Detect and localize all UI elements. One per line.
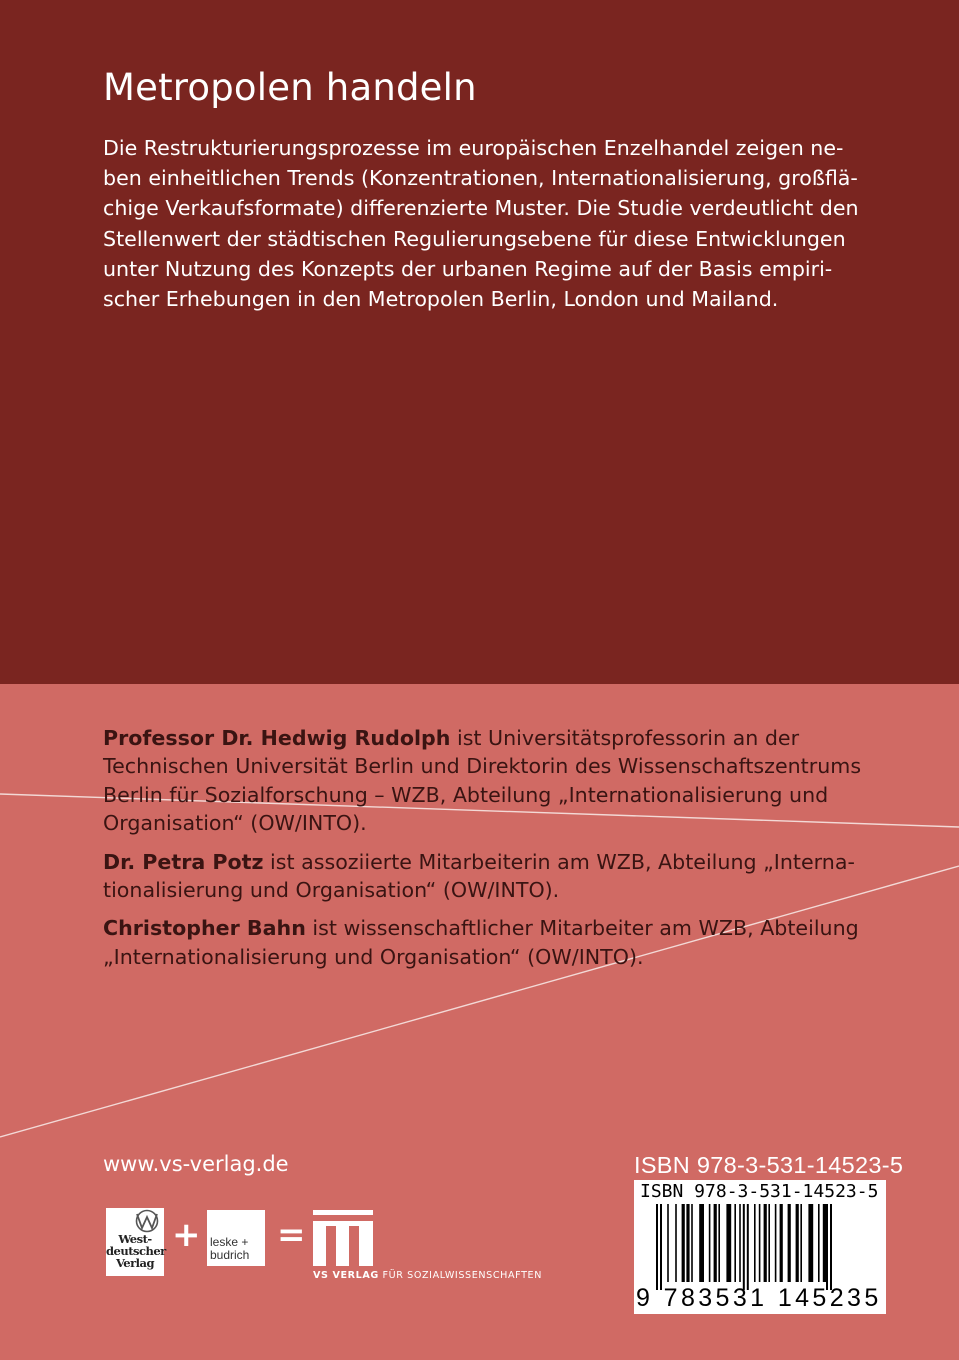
book-blurb [103, 133, 863, 314]
leske-logo-line: leske + [210, 1235, 249, 1249]
leske-budrich-logo [207, 1210, 265, 1266]
barcode-bar [800, 1204, 802, 1282]
isbn-barcode [634, 1180, 886, 1314]
publisher-website: www.vs-verlag.de [103, 1152, 289, 1176]
barcode-bar [823, 1204, 826, 1282]
barcode-bar [667, 1204, 669, 1282]
blurb-line: ben einheitlichen Trends (Konzentrationen, Internationalisierung, großflä- [103, 166, 858, 191]
barcode-bar [764, 1204, 767, 1282]
equals-sign: = [277, 1215, 306, 1255]
leske-budrich-logo-text [210, 1236, 249, 1262]
barcode-bar [714, 1204, 717, 1282]
barcode-bar [739, 1204, 741, 1282]
vs-caption-bold: VS VERLAG [313, 1270, 379, 1281]
author-name: Professor Dr. Hedwig Rudolph [103, 726, 451, 750]
barcode-bar [780, 1204, 783, 1282]
westdeutscher-verlag-logo [106, 1208, 164, 1276]
vs-verlag-logo-icon [313, 1210, 373, 1268]
wv-emblem-icon [106, 1208, 164, 1234]
barcode-bar [808, 1204, 813, 1282]
barcode-bar [754, 1204, 756, 1282]
plus-sign: + [172, 1215, 201, 1255]
barcode-bar [796, 1204, 799, 1282]
author-bio-text: „Internationalisierung und Organisation“ (OW/INTO). [103, 944, 644, 969]
barcode-top-text: ISBN 978-3-531-14523-5 [640, 1181, 879, 1202]
author-bio-text: ist wissenschaftlicher Mitarbeiter am WZB, Abteilung [305, 916, 859, 941]
barcode-bar [759, 1204, 761, 1282]
barcode-bar [826, 1204, 828, 1290]
author-name: Dr. Petra Potz [103, 849, 264, 874]
barcode-bar [734, 1204, 736, 1282]
westdeutscher-logo-line: Verlag [115, 1256, 155, 1270]
vs-caption-rest: FÜR SOZIALWISSENSCHAFTEN [378, 1270, 542, 1281]
book-title: Metropolen handeln [103, 66, 477, 109]
blurb-line: unter Nutzung des Konzepts der urbanen Regime auf der Basis empiri- [103, 256, 833, 281]
barcode-bar [699, 1204, 704, 1282]
blurb-line: chige Verkaufsformate) differenzierte Muster. Die Studie verdeutlicht den [103, 196, 859, 221]
barcode-bar [682, 1204, 685, 1282]
barcode-bar [718, 1204, 720, 1282]
barcode-bar [818, 1204, 820, 1282]
blurb-line: Die Restrukturierungsprozesse im europäischen Enzelhandel zeigen ne- [103, 136, 844, 160]
barcode-bar [830, 1204, 832, 1290]
isbn-label: ISBN 978-3-531-14523-5 [634, 1152, 904, 1178]
author-bio-text: tionalisierung und Organisation“ (OW/INTO). [103, 878, 560, 903]
vs-verlag-caption [313, 1270, 542, 1281]
author-bio-text: Organisation“ (OW/INTO). [103, 811, 367, 836]
author-bio-text: Berlin für Sozialforschung – WZB, Abteilung „Internationalisierung und [103, 782, 829, 807]
barcode-bar [788, 1204, 791, 1282]
westdeutscher-logo-line: West- [118, 1232, 152, 1246]
westdeutscher-logo-text [106, 1233, 164, 1269]
author-bios [103, 724, 873, 981]
barcode-bar [656, 1204, 658, 1290]
barcode-digits: 9 783531 145235 [636, 1284, 882, 1312]
barcode-bar [726, 1204, 731, 1282]
author-bio [103, 724, 873, 838]
barcode-bar [660, 1204, 662, 1290]
author-bio-text: Technischen Universität Berlin und Direktorin des Wissenschaftszentrums [103, 754, 862, 779]
westdeutscher-logo-line: deutscher [106, 1244, 166, 1258]
blurb-line: scher Erhebungen in den Metropolen Berlin, London und Mailand. [103, 287, 779, 312]
author-bio [103, 848, 873, 905]
leske-logo-line: budrich [210, 1248, 250, 1262]
author-bio-text: ist assoziierte Mitarbeiterin am WZB, Abteilung „Interna- [263, 849, 855, 874]
barcode-bar [686, 1204, 689, 1282]
barcode-bar [709, 1204, 711, 1282]
barcode-bar [775, 1204, 777, 1282]
blurb-line: Stellenwert der städtischen Regulierungsebene für diese Entwicklungen [103, 226, 846, 251]
barcode-bar [768, 1204, 770, 1282]
barcode-bar [747, 1204, 749, 1290]
barcode-bar [675, 1204, 677, 1282]
author-bio [103, 914, 873, 971]
barcode-bar [691, 1204, 693, 1282]
author-bio-text: ist Universitätsprofessorin an der [450, 726, 800, 750]
author-name: Christopher Bahn [103, 916, 306, 941]
barcode-bar [743, 1204, 745, 1290]
